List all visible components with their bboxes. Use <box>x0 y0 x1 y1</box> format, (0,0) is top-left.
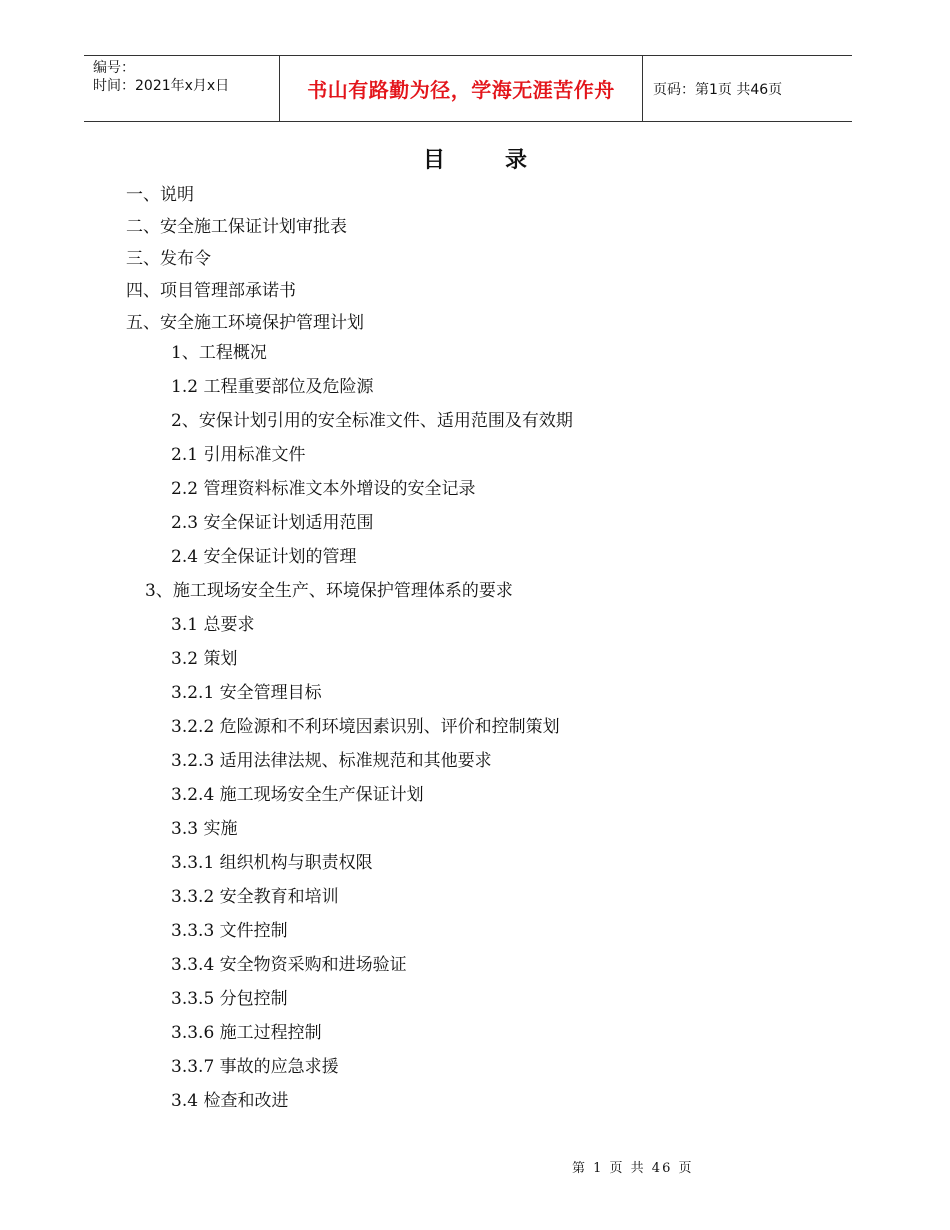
toc-entry: 3.3 实施 <box>171 819 238 839</box>
toc-entry: 3.3.6 施工过程控制 <box>171 1023 322 1043</box>
toc-entry: 3.3.1 组织机构与职责权限 <box>171 853 373 873</box>
toc-entry: 3.4 检查和改进 <box>171 1091 289 1111</box>
document-number-label: 编号： <box>93 60 135 76</box>
toc-entry: 2.4 安全保证计划的管理 <box>171 547 357 567</box>
page-footer: 第 1 页 共 46 页 <box>572 1161 694 1176</box>
toc-entry: 3.2 策划 <box>171 649 238 669</box>
toc-entry: 3.2.4 施工现场安全生产保证计划 <box>171 785 424 805</box>
toc-entry: 五、安全施工环境保护管理计划 <box>126 313 364 333</box>
toc-entry: 一、说明 <box>126 185 194 205</box>
toc-entry: 1、工程概况 <box>171 343 267 363</box>
toc-entry: 3.3.2 安全教育和培训 <box>171 887 339 907</box>
page-header <box>84 55 852 122</box>
toc-title: 目录 <box>422 148 587 173</box>
toc-entry: 3.3.3 文件控制 <box>171 921 288 941</box>
toc-entry: 3.3.4 安全物资采购和进场验证 <box>171 955 407 975</box>
document-time-label: 时间：2021年x月x日 <box>93 78 230 94</box>
toc-entry: 3.1 总要求 <box>171 615 255 635</box>
toc-entry: 3.3.5 分包控制 <box>171 989 288 1009</box>
toc-entry: 1.2 工程重要部位及危险源 <box>171 377 374 397</box>
toc-entry: 2、安保计划引用的安全标准文件、适用范围及有效期 <box>171 411 573 431</box>
header-page-info: 页码：第1页 共46页 <box>653 81 783 98</box>
header-motto: 书山有路勤为径，学海无涯苦作舟 <box>280 56 643 121</box>
toc-entry: 2.3 安全保证计划适用范围 <box>171 513 374 533</box>
toc-entry: 3.2.3 适用法律法规、标准规范和其他要求 <box>171 751 492 771</box>
toc-entry: 2.2 管理资料标准文本外增设的安全记录 <box>171 479 476 499</box>
toc-entry: 2.1 引用标准文件 <box>171 445 306 465</box>
toc-entry: 3.3.7 事故的应急求援 <box>171 1057 339 1077</box>
toc-entry: 二、安全施工保证计划审批表 <box>126 217 347 237</box>
toc-entry: 四、项目管理部承诺书 <box>126 281 296 301</box>
toc-entry: 3、施工现场安全生产、环境保护管理体系的要求 <box>145 581 513 601</box>
toc-entry: 3.2.2 危险源和不利环境因素识别、评价和控制策划 <box>171 717 560 737</box>
toc-entry: 3.2.1 安全管理目标 <box>171 683 322 703</box>
toc-entry: 三、发布令 <box>126 249 211 269</box>
header-meta-cell <box>84 56 280 121</box>
